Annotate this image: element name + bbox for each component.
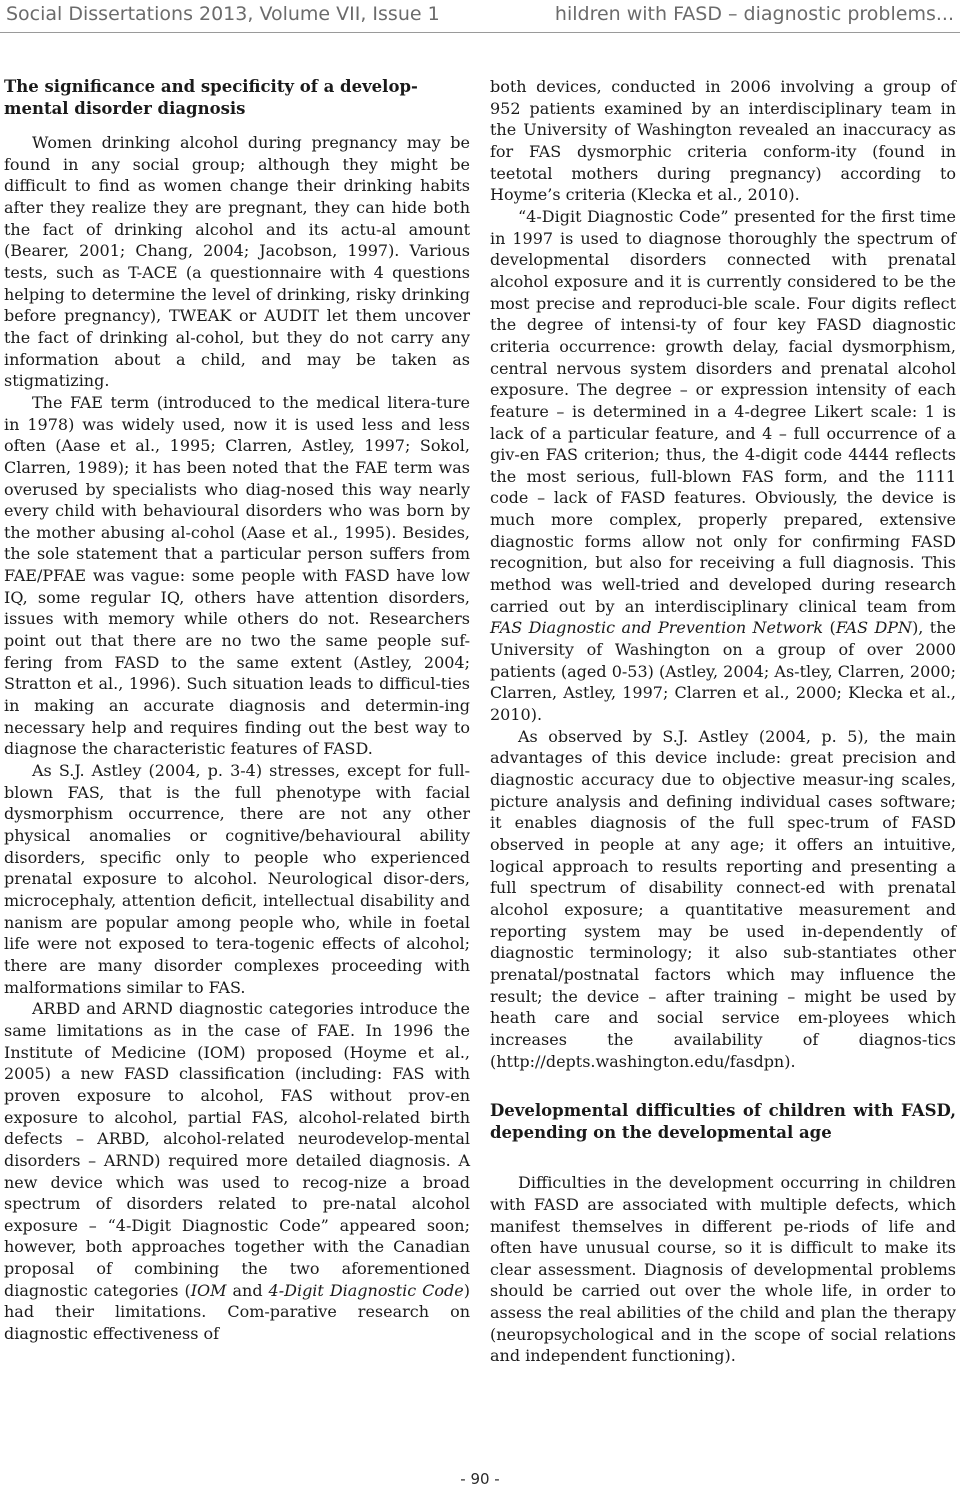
paragraph bbox=[4, 998, 470, 1345]
section-heading-significance: The significance and specificity of a develop-mental disorder diagnosis bbox=[4, 77, 418, 118]
paragraph bbox=[490, 206, 956, 726]
paragraph: As observed by S.J. Astley (2004, p. 5), the main advantages of this device include: great precision and diagnostic accuracy due to objective measur-ing scales, picture analysis and defining individual cases software; it enables diagnosis of the full spec-trum of FASD observed in people at any age; it offers an intuitive, logical approach to results reporting and presenting a full spectrum of disability connect-ed with prenatal alcohol exposure; a quantitative measurement and reporting system may be used in-dependently of diagnostic terminology; it also sub-stantiates other prenatal/postnatal factors which may influence the result; the device – after training – might be used by heath care and social service em-ployees which increases the availability of diagnos-tics (http://depts.washington.edu/fasdpn). bbox=[490, 726, 956, 1071]
section-heading-developmental: Developmental difficulties of children with FASD, depending on the developmental age bbox=[490, 1101, 956, 1142]
italic-term: FAS DPN bbox=[835, 618, 913, 638]
paragraph: Difficulties in the development occurring in children with FASD are associated with multiple defects, which manifest themselves in different pe-riods of life and often have unusual course, so it is difficult to make its clear assessment. Diagnosis of developmental problems should be carried out over the whole life, in order to assess the real abilities of the child and plan the therapy (neuropsychological and in the scope of social relations and independent functioning). bbox=[490, 1173, 956, 1366]
paragraph: Women drinking alcohol during pregnancy may be found in any social group; although they might be difficult to find as women change their drinking habits after they realize they are pregnant, they can hide both the fact of drinking alcohol and its actu-al amount (Bearer, 2001; Chang, 2004; Jacobson, 1997). Various tests, such as T-ACE (a questionnaire with 4 questions helping to determine the level of drinking, risky drinking before pregnancy), TWEAK or AUDIT let them uncover the fact of drinking al-cohol, but they do not carry any information about a child, and may be taken as stigmatizing. bbox=[4, 133, 470, 391]
paragraph: The FAE term (introduced to the medical litera-ture in 1978) was widely used, now it is used less and less often (Aase et al., 1995; Clarren, Astley, 1997; Sokol, Clarren, 1989); it has been noted that the FAE term was overused by specialists who diag-nosed this way nearly every child with behavioural disorders who was born by the mother abusing al-cohol (Aase et al., 1995). Besides, the sole statement that a particular person suffers from FAE/PFAE was vague: some people with FASD have low IQ, some regular IQ, others have attention disorders, issues with memory while others do not. Researchers point out that there are no two the same people suf-fering from FASD to the same extent (Astley, 2004; Stratton et al., 1996). Such situation leads to difficul-ties in making an accurate diagnosis and determin-ing necessary help and requires finding out the best way to diagnose the characteristic features of FASD. bbox=[4, 392, 470, 759]
paragraph-text: ( bbox=[823, 618, 836, 638]
paragraph-text: and bbox=[226, 1280, 269, 1300]
paragraph: both devices, conducted in 2006 involving a group of 952 patients examined by an interdisciplinary team in the University of Washington revealed an inaccuracy as for FAS dysmorphic criteria conform-ity (found in teetotal mothers during pregnancy) according to Hoyme’s criteria (Klecka et al., 2010). bbox=[490, 77, 956, 205]
paragraph-text: ), the University of Washington on a group of over 2000 patients (aged 0-53) (Astley, 2004; As-tley, Clarren, 2000; Clarren, Astley, 1997; Clarren et al., 2000; Klecka et al., 2010). bbox=[490, 618, 957, 725]
article-short-title: hildren with FASD – diagnostic problems... bbox=[554, 3, 954, 25]
paragraph-text: “4-Digit Diagnostic Code” presented for the first time in 1997 is used to diagnose thoroughly the spectrum of developmental disorders connected with prenatal alcohol exposure and it is currently considered to be the most precise and reproduci-ble scale. Four digits reflect the degree of intensi-ty of four key FASD diagnostic criteria occurrence: growth delay, facial dysmorphism, central nervous system disorders and prenatal alcohol exposure. The degree – or expression intensity of each feature – is determined in a 4-degree Likert scale: 1 is lack of a particular feature, and 4 – full occurrence of a giv-en FAS criterion; thus, the 4-digit code 4444 reflects the most serious, full-blown FAS form, and the 1111 code – lack of FASD features. Obviously, the device is much more complex, properly prepared, extensive diagnostic forms allow not only for confirming FASD recognition, but also for receiving a full diagnosis. This method was well-tried and developed during research carried out by an interdisciplinary clinical team from bbox=[490, 206, 956, 616]
italic-term: IOM bbox=[190, 1280, 227, 1300]
right-column bbox=[490, 76, 956, 1367]
page-number: - 90 - bbox=[460, 1470, 500, 1488]
italic-term: FAS Diagnostic and Prevention Network bbox=[490, 618, 824, 638]
running-header bbox=[0, 0, 960, 33]
paragraph-text: ) had their limitations. Com-parative research on diagnostic effectiveness of bbox=[4, 1280, 470, 1344]
italic-term: 4-Digit Diagnostic Code bbox=[268, 1280, 464, 1300]
left-column bbox=[4, 76, 470, 1345]
paragraph-text: ARBD and ARND diagnostic categories introduce the same limitations as in the case of FAE. In 1996 the Institute of Medicine (IOM) proposed (Hoyme et al., 2005) a new FASD classification (including: FAS with proven exposure to alcohol, FAS without prov-en exposure to alcohol, partial FAS, alcohol-related birth defects – ARBD, alcohol-related neurodevelop-mental disorders – ARND) required more detailed diagnosis. A new device which was used to recog-nize a broad spectrum of disorders related to pre-natal alcohol exposure – “4-Digit Diagnostic Code” appeared soon; however, both approaches together with the Canadian proposal of combining the two aforementioned diagnostic categories ( bbox=[4, 999, 470, 1300]
journal-title: Social Dissertations 2013, Volume VII, Issue 1 bbox=[6, 3, 440, 25]
paragraph: As S.J. Astley (2004, p. 3-4) stresses, except for full-blown FAS, that is the full phenotype with facial dysmorphism occurrence, there are not any other physical anomalies or cognitive/behavioural ability disorders, specific only to people who experienced prenatal exposure to alcohol. Neurological disor-ders, microcephaly, attention deficit, intellectual disability and nanism are popular among people who, while in foetal life were not exposed to tera-togenic effects of alcohol; there are many disorder complexes proceeding with malformations similar to FAS. bbox=[4, 761, 470, 997]
